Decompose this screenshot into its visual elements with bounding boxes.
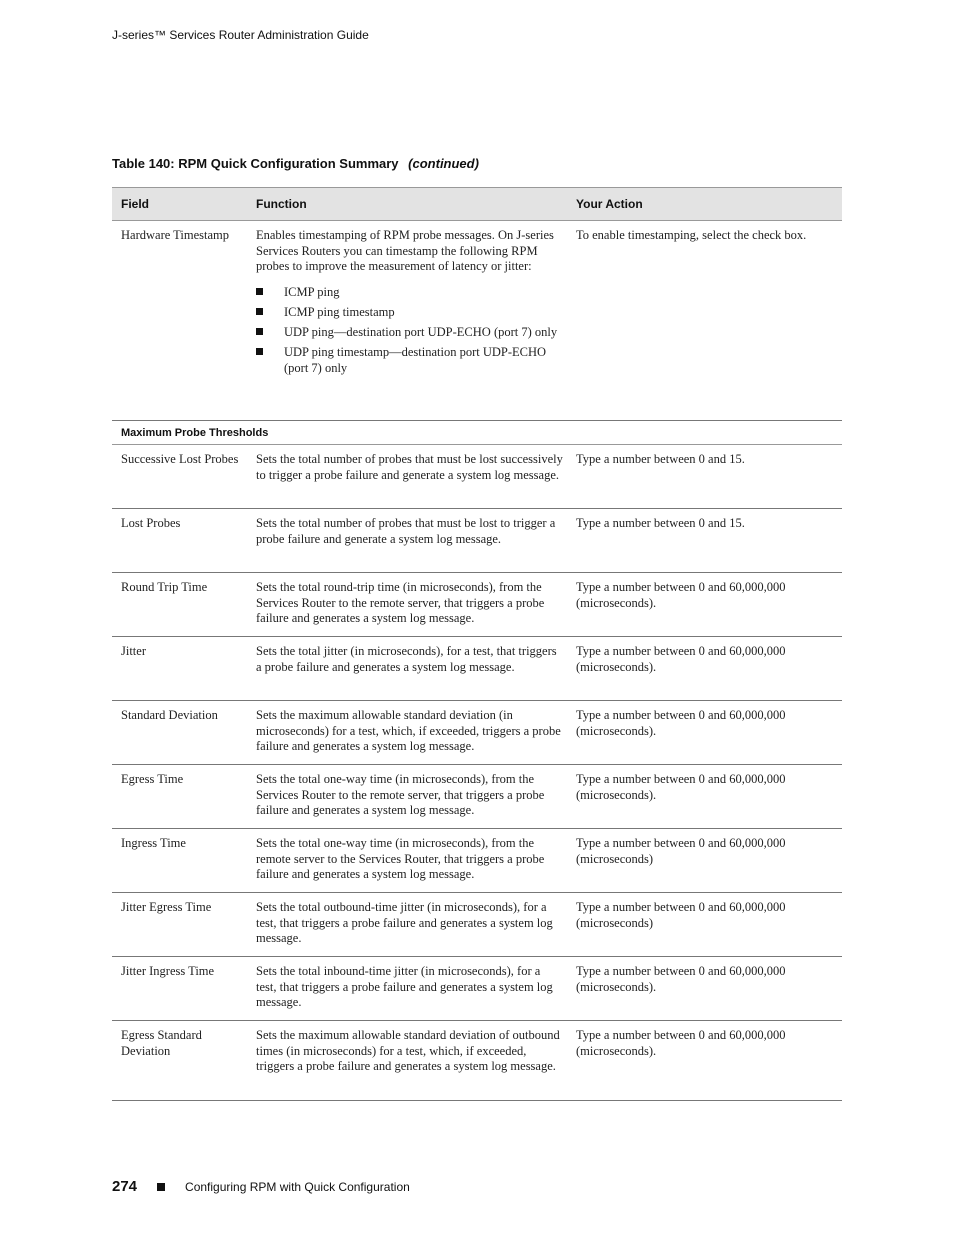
page-number: 274: [112, 1178, 138, 1195]
column-header-field: Field: [121, 197, 150, 211]
page-footer: [112, 1178, 410, 1195]
function-cell: Sets the total jitter (in microseconds), for a test, that triggers a probe failure and generates a system log message.: [256, 644, 557, 674]
function-cell: Sets the total one-way time (in microseconds), from the remote server to the Services Router, that triggers a probe failure and generates a system log message.: [256, 836, 545, 882]
table-header-row: [112, 187, 842, 221]
section-heading-row: Maximum Probe Thresholds: [112, 421, 842, 445]
running-header: J-series™ Services Router Administration Guide: [112, 28, 369, 42]
bullet-square-icon: [256, 328, 263, 335]
action-cell: Type a number between 0 and 15.: [576, 452, 745, 466]
table-row: [112, 765, 842, 829]
function-cell: Sets the total inbound-time jitter (in microseconds), for a test, that triggers a probe failure and generates a system log message.: [256, 964, 553, 1010]
list-item: UDP ping—destination port UDP-ECHO (port 7) only: [256, 325, 563, 341]
list-item: UDP ping timestamp—destination port UDP-ECHO (port 7) only: [256, 345, 563, 376]
field-cell: Jitter Ingress Time: [121, 964, 215, 978]
table-row-hardware-timestamp: [112, 221, 842, 421]
table-row: [112, 637, 842, 701]
function-cell: Sets the total outbound-time jitter (in microseconds), for a test, that triggers a probe failure and generates a system log message.: [256, 900, 553, 946]
field-cell: Jitter: [121, 644, 146, 658]
column-header-action: Your Action: [576, 197, 643, 211]
field-cell: Hardware Timestamp: [121, 228, 229, 242]
bullet-square-icon: [256, 348, 263, 355]
field-cell: Lost Probes: [121, 516, 181, 530]
action-cell: Type a number between 0 and 60,000,000 (microseconds).: [576, 580, 786, 610]
function-cell: Sets the total one-way time (in microseconds), from the Services Router to the remote server, that triggers a probe failure and generates a system log message.: [256, 772, 545, 818]
function-cell: Sets the maximum allowable standard deviation (in microseconds) for a test, which, if exceeded, triggers a probe failure and generates a system log message.: [256, 708, 561, 754]
list-item: ICMP ping: [256, 285, 563, 301]
table-caption: [112, 156, 479, 171]
field-cell: Round Trip Time: [121, 580, 208, 594]
rpm-summary-table: [112, 187, 842, 1101]
field-cell: Successive Lost Probes: [121, 452, 239, 466]
action-cell: Type a number between 0 and 60,000,000 (microseconds).: [576, 1028, 786, 1058]
table-row: [112, 701, 842, 765]
action-cell: Type a number between 0 and 60,000,000 (microseconds).: [576, 708, 786, 738]
table-row: [112, 445, 842, 509]
field-cell: Ingress Time: [121, 836, 186, 850]
probe-type-list: [256, 285, 563, 376]
function-cell: [247, 221, 567, 420]
action-cell: Type a number between 0 and 60,000,000 (microseconds).: [576, 644, 786, 674]
action-cell: Type a number between 0 and 15.: [576, 516, 745, 530]
list-item: ICMP ping timestamp: [256, 305, 563, 321]
column-header-function: Function: [256, 197, 307, 211]
table-row: [112, 573, 842, 637]
action-cell: Type a number between 0 and 60,000,000 (microseconds): [576, 836, 786, 866]
action-cell: Type a number between 0 and 60,000,000 (microseconds): [576, 900, 786, 930]
function-cell: Sets the total number of probes that must be lost to trigger a probe failure and generate a system log message.: [256, 516, 556, 546]
function-cell: Sets the total number of probes that must be lost successively to trigger a probe failure and generate a system log message.: [256, 452, 563, 482]
field-cell: Egress Standard Deviation: [121, 1028, 202, 1058]
function-cell: Sets the total round-trip time (in microseconds), from the Services Router to the remote server, that triggers a probe failure and generates a system log message.: [256, 580, 545, 626]
table-row: [112, 509, 842, 573]
function-text: Enables timestamping of RPM probe messages. On J-series Services Routers you can timestamp the following RPM probes to improve the measurement of latency or jitter:: [256, 228, 554, 274]
footer-square-icon: [157, 1183, 165, 1191]
action-cell: To enable timestamping, select the check box.: [576, 228, 807, 242]
field-cell: Standard Deviation: [121, 708, 218, 722]
field-cell: Jitter Egress Time: [121, 900, 212, 914]
table-row: [112, 1021, 842, 1101]
table-row: [112, 893, 842, 957]
footer-section-title: Configuring RPM with Quick Configuration: [185, 1179, 410, 1194]
field-cell: Egress Time: [121, 772, 184, 786]
table-caption-title: Table 140: RPM Quick Configuration Summary: [112, 156, 399, 171]
bullet-square-icon: [256, 288, 263, 295]
function-cell: Sets the maximum allowable standard deviation of outbound times (in microseconds) for a test, which, if exceeded, triggers a probe failure and generates a system log message.: [256, 1028, 560, 1074]
table-row: [112, 957, 842, 1021]
table-row: [112, 829, 842, 893]
table-caption-continued: (continued): [408, 156, 479, 171]
action-cell: Type a number between 0 and 60,000,000 (microseconds).: [576, 964, 786, 994]
bullet-square-icon: [256, 308, 263, 315]
action-cell: Type a number between 0 and 60,000,000 (microseconds).: [576, 772, 786, 802]
